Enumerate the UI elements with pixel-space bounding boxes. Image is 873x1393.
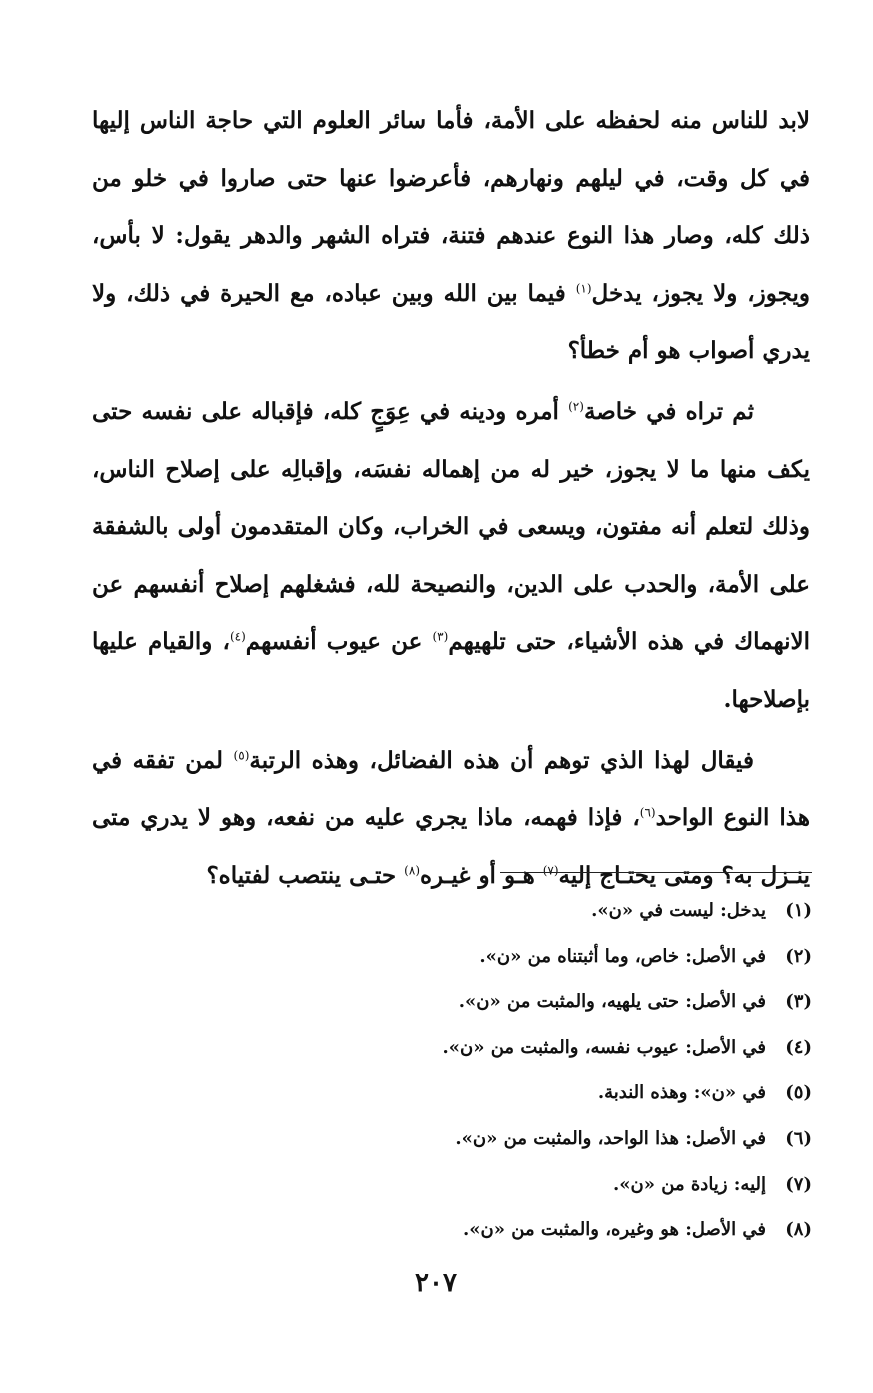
footnote-7	[150, 1162, 812, 1208]
footnote-4	[150, 1025, 812, 1071]
footnote-text: في الأصل: عيوب نفسه، والمثبت من «ن».	[442, 1036, 766, 1058]
footnote-number: (١)	[785, 900, 812, 921]
paragraph-3-text-d: هـو أو غيـره	[420, 861, 543, 889]
footnote-text: في الأصل: هذا الواحد، والمثبت من «ن».	[455, 1127, 766, 1149]
paragraph-2-text-d: ، والقيام عليها بإصلاحها.	[92, 628, 810, 713]
footnote-ref-6: (٦)	[639, 805, 656, 820]
footnote-number: (٨)	[785, 1219, 812, 1241]
footnote-text: إليه: زيادة من «ن».	[613, 1173, 766, 1195]
page-number: ٢٠٧	[415, 1268, 457, 1298]
footnote-number: (٢)	[785, 945, 812, 967]
footnote-2	[150, 934, 812, 980]
paragraph-3	[92, 732, 810, 905]
footnote-ref-1: (١)	[575, 281, 592, 296]
paragraph-2	[92, 383, 810, 729]
footnote-6	[150, 1116, 812, 1162]
footnote-ref-5: (٥)	[233, 747, 250, 762]
footnote-3	[150, 979, 812, 1025]
paragraph-2-text-b: أمره ودينه في عِوَجٍ كله، فإقباله على نفسه حتى يكف منها ما لا يجوز، خير له من إهماله نفسَه، وإقبالِه على إصلاح الناس، وذلك لتعلم أنه مفتون، ويسعى في الخراب، وكان المتقدمون أولى بالشفقة على الأمة، والحدب على الدين، والنصيحة لله، فشغلهم إصلاح أنفسهم عن الانهماك في هذه الأشياء، حتى تلهيهم	[92, 397, 810, 656]
paragraph-2-text-a: ثم تراه في خاصة	[583, 397, 754, 425]
footnote-number: (٧)	[785, 1173, 812, 1195]
main-text	[92, 92, 810, 907]
paragraph-3-text-e: حتـى ينتصب لفتياه؟	[206, 861, 405, 889]
footnote-8	[150, 1207, 812, 1253]
footnote-number: (٥)	[785, 1082, 812, 1104]
footnote-ref-4: (٤)	[229, 629, 246, 644]
footnote-5	[150, 1070, 812, 1116]
footnote-1	[150, 888, 812, 934]
footnote-ref-7: (٧)	[542, 863, 559, 878]
footnote-number: (٤)	[785, 1036, 812, 1058]
footnote-text: في الأصل: خاص، وما أثبتناه من «ن».	[479, 945, 766, 967]
paragraph-3-text-c: ، فإذا فهمه، ماذا يجري عليه من نفعه، وهو لا يدري متى ينـزل به؟ ومتى يحتـاج إليه	[92, 804, 810, 889]
footnote-ref-3: (٣)	[432, 629, 449, 644]
footnote-separator	[500, 872, 812, 873]
footnotes	[150, 888, 812, 1253]
paragraph-1-text: لابد للناس منه لحفظه على الأمة، فأما سائر العلوم التي حاجة الناس إليها في كل وقت، في ليلهم ونهارهم، فأعرضوا عنها حتى صاروا في خلو من ذلك كله، وصار هذا النوع عندهم فتنة، فتراه الشهر والدهر يقول: لا بأس، ويجوز، ولا يجوز، يدخل	[92, 107, 810, 307]
footnote-text: في «ن»: وهذه الندبة.	[597, 1082, 766, 1104]
paragraph-1-text-end: فيما بين الله وبين عباده، مع الحيرة في ذلك، ولا يدري أصواب هو أم خطأ؟	[92, 279, 810, 365]
footnote-text: في الأصل: حتى يلهيه، والمثبت من «ن».	[458, 991, 766, 1013]
footnote-ref-2: (٢)	[568, 399, 584, 414]
footnote-text: في الأصل: هو وغيره، والمثبت من «ن».	[463, 1219, 766, 1241]
paragraph-2-text-c: عن عيوب أنفسهم	[245, 628, 433, 656]
paragraph-3-text-b: لمن تفقه في هذا النوع الواحد	[92, 746, 810, 832]
footnote-ref-8: (٨)	[404, 863, 420, 878]
footnote-number: (٦)	[785, 1127, 812, 1149]
footnote-number: (٣)	[785, 991, 812, 1013]
paragraph-1	[92, 92, 810, 380]
footnote-text: يدخل: ليست في «ن».	[591, 900, 766, 921]
paragraph-3-text-a: فيقال لهذا الذي توهم أن هذه الفضائل، وهذه الرتبة	[249, 746, 754, 774]
